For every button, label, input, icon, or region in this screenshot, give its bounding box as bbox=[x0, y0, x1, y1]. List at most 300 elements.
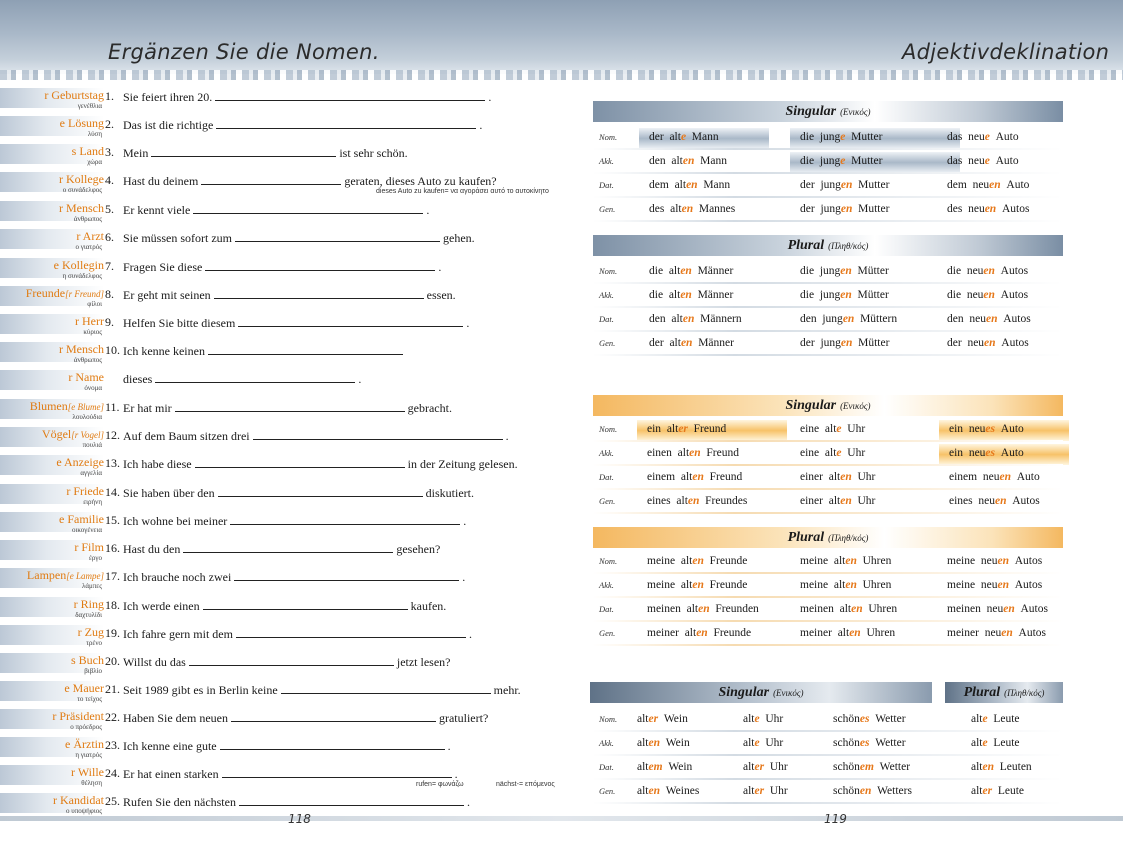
sentence-after: gebracht. bbox=[407, 401, 452, 415]
declension-cell bbox=[800, 603, 897, 615]
answer-blank[interactable] bbox=[234, 569, 459, 581]
greek-translation: δαχτυλίδι bbox=[75, 611, 102, 619]
article: den bbox=[649, 313, 666, 325]
exercise-number: 18. bbox=[105, 598, 120, 612]
exercise-sentence bbox=[123, 794, 470, 810]
article: die bbox=[649, 265, 664, 277]
article: einer bbox=[800, 471, 823, 483]
section-title-band bbox=[593, 101, 1063, 122]
noun-prompt bbox=[26, 286, 104, 301]
noun-text: r Arzt bbox=[76, 229, 104, 243]
article: ein bbox=[949, 447, 964, 459]
article: meiner bbox=[647, 627, 679, 639]
answer-blank[interactable] bbox=[281, 682, 491, 694]
exercise-sentence bbox=[123, 513, 466, 529]
noun-text: Freunde bbox=[25, 286, 66, 300]
greek-translation: ο υποψήφιος bbox=[66, 807, 102, 815]
noun: Müttern bbox=[860, 313, 898, 325]
row-divider bbox=[593, 488, 1063, 490]
declension-cell bbox=[647, 495, 747, 507]
exercise-sentence bbox=[123, 626, 472, 642]
noun: Mütter bbox=[858, 337, 890, 349]
noun: Uhr bbox=[847, 423, 866, 435]
adjective-stem: jung bbox=[820, 337, 841, 349]
noun: Freunde bbox=[709, 579, 748, 591]
greek-translation: χώρα bbox=[87, 158, 102, 166]
sentence-after: . bbox=[358, 372, 362, 386]
sentence-before: Sie feiert ihren 20. bbox=[123, 90, 213, 104]
declension-cell bbox=[949, 471, 1040, 483]
greek-translation: θέληση bbox=[81, 779, 102, 787]
adjective-stem: alt bbox=[637, 713, 649, 725]
adjective-stem: neu bbox=[968, 447, 986, 459]
adjective-ending: en bbox=[682, 313, 695, 325]
declension-cell bbox=[649, 203, 735, 215]
answer-blank[interactable] bbox=[151, 145, 336, 157]
sentence-before: Er hat einen starken bbox=[123, 767, 219, 781]
exercise-sentence bbox=[123, 682, 521, 698]
adjective-stem: neu bbox=[980, 555, 998, 567]
declension-cell bbox=[649, 337, 734, 349]
exercise-row bbox=[0, 114, 560, 142]
sentence-after: gratuliert? bbox=[438, 711, 489, 725]
exercise-number: 20. bbox=[105, 654, 120, 668]
row-divider bbox=[593, 644, 1063, 646]
declension-cell bbox=[800, 495, 875, 507]
article: die bbox=[649, 289, 664, 301]
sentence-after: . bbox=[505, 429, 509, 443]
sentence-before: Ich brauche noch zwei bbox=[123, 570, 232, 584]
answer-blank[interactable] bbox=[201, 173, 341, 185]
adjective-stem: alt bbox=[833, 555, 846, 567]
exercise-sentence bbox=[123, 202, 429, 218]
noun: Auto bbox=[1000, 423, 1024, 435]
declension-row bbox=[593, 334, 1063, 356]
sentence-before: Ich werde einen bbox=[123, 599, 200, 613]
case-label: Dat. bbox=[599, 472, 614, 482]
greek-translation: όνομα bbox=[84, 384, 102, 392]
answer-blank[interactable] bbox=[253, 428, 503, 440]
article: meiner bbox=[800, 627, 832, 639]
exercise-row bbox=[0, 538, 560, 566]
noun-prompt bbox=[74, 540, 104, 555]
article: einem bbox=[647, 471, 676, 483]
exercise-sentence bbox=[123, 456, 518, 472]
adjective-stem: neu bbox=[986, 603, 1004, 615]
answer-blank[interactable] bbox=[189, 654, 394, 666]
sentence-after: . bbox=[463, 514, 467, 528]
noun: Leute bbox=[993, 713, 1020, 725]
exercise-number: 23. bbox=[105, 738, 120, 752]
answer-blank[interactable] bbox=[155, 371, 355, 383]
answer-blank[interactable] bbox=[215, 89, 485, 101]
answer-blank[interactable] bbox=[193, 202, 423, 214]
article: die bbox=[800, 131, 815, 143]
answer-blank[interactable] bbox=[222, 766, 452, 778]
answer-blank[interactable] bbox=[214, 287, 424, 299]
noun: Leute bbox=[997, 785, 1025, 797]
sentence-after: . bbox=[426, 203, 430, 217]
noun-text: e Ärztin bbox=[65, 737, 104, 751]
declension-cell bbox=[649, 131, 719, 143]
exercise-number: 8. bbox=[105, 287, 114, 301]
adjective-stem: alt bbox=[833, 579, 846, 591]
left-page-heading: Ergänzen Sie die Nomen. bbox=[108, 40, 380, 64]
noun: Auto bbox=[995, 155, 1019, 167]
article: meinen bbox=[647, 603, 681, 615]
sentence-before: Mein bbox=[123, 146, 149, 160]
case-label: Nom. bbox=[599, 556, 618, 566]
adjective-ending: en bbox=[849, 627, 861, 639]
adjective-stem: neu bbox=[966, 265, 984, 277]
adjective-ending: en bbox=[648, 737, 660, 749]
noun-prompt bbox=[71, 653, 104, 668]
adjective-ending: en bbox=[840, 289, 852, 301]
adjective-ending: en bbox=[1003, 603, 1015, 615]
sentence-after: . bbox=[468, 627, 472, 641]
adjective-ending: en bbox=[842, 313, 855, 325]
article: einem bbox=[949, 471, 978, 483]
section-title-band bbox=[593, 235, 1063, 256]
adjective-ending: en bbox=[680, 265, 692, 277]
exercise-sentence bbox=[123, 710, 488, 726]
sentence-before: Fragen Sie diese bbox=[123, 260, 203, 274]
answer-blank[interactable] bbox=[208, 343, 403, 355]
exercise-sentence bbox=[123, 485, 474, 501]
sentence-before: Ich habe diese bbox=[123, 457, 192, 471]
adjective-ending: en bbox=[840, 203, 853, 215]
exercise-number: 12. bbox=[105, 428, 120, 442]
noun: Uhr bbox=[769, 761, 788, 773]
greek-translation: βιβλίο bbox=[84, 667, 102, 675]
exercise-sentence bbox=[123, 117, 482, 133]
row-divider bbox=[593, 196, 1063, 198]
noun: Männer bbox=[698, 337, 734, 349]
adjective-stem: neu bbox=[972, 179, 990, 191]
adjective-ending: e bbox=[840, 131, 846, 143]
noun: Mannes bbox=[698, 203, 736, 215]
declension-row bbox=[593, 600, 1063, 622]
adjective-stem: alt bbox=[670, 203, 682, 215]
noun-prompt bbox=[68, 370, 104, 385]
case-label: Dat. bbox=[599, 314, 614, 324]
adjective-stem: jung bbox=[820, 203, 841, 215]
declension-cell bbox=[647, 555, 747, 567]
noun-prompt bbox=[65, 737, 104, 752]
adjective-stem: jung bbox=[819, 155, 841, 167]
adjective-stem: alt bbox=[743, 785, 755, 797]
sentence-after: gesehen? bbox=[396, 542, 441, 556]
row-divider bbox=[593, 620, 1063, 622]
noun: Wetters bbox=[877, 785, 912, 797]
noun: Freunden bbox=[715, 603, 759, 615]
adjective-stem: alt bbox=[837, 627, 850, 639]
adjective-stem: neu bbox=[968, 131, 985, 143]
noun-prompt bbox=[75, 314, 104, 329]
adjective-ending: en bbox=[997, 579, 1009, 591]
declension-row bbox=[593, 710, 1063, 732]
declension-cell bbox=[649, 155, 727, 167]
noun-prompt bbox=[52, 709, 104, 724]
sentence-after: kaufen. bbox=[410, 599, 447, 613]
adjective-ending: e bbox=[984, 131, 990, 143]
answer-blank[interactable] bbox=[239, 794, 464, 806]
adjective-ending: en bbox=[982, 761, 994, 773]
greek-translation: το τείχος bbox=[77, 695, 102, 703]
answer-blank[interactable] bbox=[205, 259, 435, 271]
sentence-after: diskutiert. bbox=[425, 486, 474, 500]
sentence-after: geraten, dieses Auto zu kaufen? bbox=[344, 174, 497, 188]
declension-cell bbox=[647, 423, 726, 435]
noun: Uhren bbox=[866, 627, 896, 639]
case-label: Akk. bbox=[599, 290, 614, 300]
adjective-ending: en bbox=[845, 579, 857, 591]
noun-prompt bbox=[59, 172, 104, 187]
answer-blank[interactable] bbox=[218, 485, 423, 497]
declension-cell bbox=[637, 761, 692, 773]
answer-blank[interactable] bbox=[203, 598, 408, 610]
greek-translation: ειρήνη bbox=[83, 498, 102, 506]
noun-hint: [r Vogel] bbox=[71, 430, 104, 440]
declension-cell bbox=[947, 337, 1029, 349]
noun: Wein bbox=[665, 737, 690, 749]
exercise-sentence bbox=[123, 541, 440, 557]
exercise-number: 9. bbox=[105, 315, 114, 329]
noun-text: r Ring bbox=[73, 597, 104, 611]
answer-blank[interactable] bbox=[238, 315, 463, 327]
adjective-ending: en bbox=[999, 471, 1011, 483]
adjective-ending: en bbox=[997, 555, 1009, 567]
answer-blank[interactable] bbox=[183, 541, 393, 553]
noun-text: r Kollege bbox=[59, 172, 104, 186]
article: der bbox=[649, 337, 664, 349]
article: eine bbox=[800, 447, 820, 459]
declension-cell bbox=[833, 785, 912, 797]
exercise-row bbox=[0, 453, 560, 481]
section-title: Singular bbox=[785, 398, 837, 413]
row-divider bbox=[593, 730, 1063, 732]
sentence-after: . bbox=[488, 90, 492, 104]
declension-cell bbox=[800, 289, 889, 301]
section-title-band bbox=[593, 527, 1063, 548]
noun-prompt bbox=[59, 201, 104, 216]
noun: Uhren bbox=[868, 603, 898, 615]
sentence-before: Er geht mit seinen bbox=[123, 288, 211, 302]
adjective-stem: jung bbox=[819, 265, 841, 277]
answer-blank[interactable] bbox=[230, 513, 460, 525]
sentence-before: Willst du das bbox=[123, 655, 186, 669]
adjective-stem: jung bbox=[819, 131, 841, 143]
adjective-ending: en bbox=[983, 289, 995, 301]
article: eines bbox=[647, 495, 671, 507]
noun: Uhren bbox=[862, 579, 892, 591]
adjective-stem: jung bbox=[822, 313, 843, 325]
adjective-stem: alt bbox=[637, 737, 649, 749]
sentence-before: Sie haben über den bbox=[123, 486, 215, 500]
sentence-before: dieses bbox=[123, 372, 153, 386]
greek-translation: η γιατρός bbox=[75, 751, 102, 759]
noun-text: e Anzeige bbox=[56, 455, 104, 469]
exercise-number: 4. bbox=[105, 173, 114, 187]
sentence-before: Sie müssen sofort zum bbox=[123, 231, 232, 245]
section-title: Plural bbox=[787, 238, 825, 253]
adjective-stem: alt bbox=[668, 265, 681, 277]
case-label: Nom. bbox=[599, 132, 618, 142]
noun: Freundes bbox=[705, 495, 748, 507]
sentence-after: jetzt lesen? bbox=[396, 655, 451, 669]
greek-translation: ο πρόεδρος bbox=[70, 723, 102, 731]
adjective-ending: e bbox=[836, 447, 842, 459]
exercise-number: 3. bbox=[105, 145, 114, 159]
adjective-stem: alt bbox=[971, 761, 983, 773]
declension-cell bbox=[971, 761, 1032, 773]
answer-blank[interactable] bbox=[236, 626, 466, 638]
noun-text: r Zug bbox=[77, 625, 104, 639]
exercise-sentence bbox=[123, 654, 451, 670]
noun: Autos bbox=[1001, 203, 1030, 215]
article: meine bbox=[800, 579, 829, 591]
answer-blank[interactable] bbox=[216, 117, 476, 129]
declension-cell bbox=[800, 627, 895, 639]
sentence-before: Ich wohne bei meiner bbox=[123, 514, 228, 528]
adjective-stem: neu bbox=[984, 627, 1002, 639]
declension-row bbox=[593, 200, 1063, 222]
adjective-stem: alt bbox=[686, 603, 699, 615]
noun: Mütter bbox=[857, 265, 889, 277]
declension-cell bbox=[800, 203, 889, 215]
adjective-ending: em bbox=[859, 761, 874, 773]
noun-text: s Buch bbox=[71, 653, 104, 667]
adjective-stem: schön bbox=[833, 713, 860, 725]
exercise-row bbox=[0, 763, 560, 791]
page-number-right: 119 bbox=[824, 812, 847, 826]
exercise-number: 15. bbox=[105, 513, 120, 527]
row-divider bbox=[593, 778, 1063, 780]
exercise-sentence bbox=[123, 371, 361, 387]
adjective-ending: en bbox=[680, 289, 692, 301]
noun-prompt bbox=[53, 793, 104, 808]
adjective-ending: e bbox=[836, 423, 842, 435]
article: dem bbox=[649, 179, 669, 191]
noun: Männern bbox=[700, 313, 742, 325]
adjective-ending: en bbox=[983, 265, 995, 277]
article: das bbox=[947, 155, 963, 167]
article: die bbox=[800, 155, 815, 167]
greek-translation: αγγελία bbox=[80, 469, 102, 477]
adjective-ending: en bbox=[995, 495, 1007, 507]
noun: Autos bbox=[1000, 265, 1029, 277]
declension-cell bbox=[971, 737, 1020, 749]
adjective-stem: alt bbox=[824, 447, 837, 459]
adjective-ending: en bbox=[680, 337, 693, 349]
sentence-before: Haben Sie dem neuen bbox=[123, 711, 228, 725]
noun: Uhren bbox=[862, 555, 892, 567]
declension-cell bbox=[947, 265, 1028, 277]
sentence-after: gehen. bbox=[443, 231, 475, 245]
sentence-after: . bbox=[447, 739, 451, 753]
adjective-stem: neu bbox=[968, 203, 985, 215]
adjective-stem: alt bbox=[971, 737, 983, 749]
exercise-row bbox=[0, 510, 560, 538]
adjective-ending: en bbox=[840, 179, 853, 191]
greek-translation: η συνάδελφος bbox=[62, 272, 102, 280]
noun-prompt bbox=[44, 88, 104, 103]
answer-blank[interactable] bbox=[220, 738, 445, 750]
declension-cell bbox=[800, 555, 891, 567]
exercise-row bbox=[0, 397, 560, 425]
exercise-row bbox=[0, 482, 560, 510]
greek-translation: λουλούδια bbox=[72, 413, 102, 421]
noun-prompt bbox=[59, 512, 104, 527]
article: meine bbox=[647, 579, 676, 591]
adjective-ending: e bbox=[982, 713, 988, 725]
article: den bbox=[649, 155, 666, 167]
sentence-before: Hast du den bbox=[123, 542, 181, 556]
section-title: Singular bbox=[785, 104, 837, 119]
article: meine bbox=[800, 555, 829, 567]
exercise-number: 7. bbox=[105, 259, 114, 273]
section-title-greek: (Ενικός) bbox=[840, 107, 871, 117]
article: den bbox=[947, 313, 964, 325]
noun-text: e Kollegin bbox=[53, 258, 104, 272]
noun: Freunde bbox=[713, 627, 752, 639]
noun: Männer bbox=[697, 265, 734, 277]
declension-row bbox=[593, 492, 1063, 514]
declension-row bbox=[593, 176, 1063, 198]
section-title-greek: (Πληθ/κός) bbox=[828, 241, 869, 251]
exercise-row bbox=[0, 679, 560, 707]
greek-translation: λάμπες bbox=[81, 582, 102, 590]
answer-blank[interactable] bbox=[175, 400, 405, 412]
declension-cell bbox=[800, 579, 891, 591]
declension-cell bbox=[947, 131, 1019, 143]
answer-blank[interactable] bbox=[195, 456, 405, 468]
noun-text: r Mensch bbox=[59, 342, 104, 356]
adjective-ending: e bbox=[680, 131, 687, 143]
noun-text: Vögel bbox=[41, 427, 72, 441]
adjective-ending: en bbox=[698, 603, 710, 615]
row-divider bbox=[593, 754, 1063, 756]
answer-blank[interactable] bbox=[231, 710, 436, 722]
answer-blank[interactable] bbox=[235, 230, 440, 242]
sentence-before: Das ist die richtige bbox=[123, 118, 214, 132]
noun-prompt bbox=[56, 455, 104, 470]
noun: Leute bbox=[993, 737, 1020, 749]
exercise-row bbox=[0, 284, 560, 312]
sentence-before: Er kennt viele bbox=[123, 203, 191, 217]
case-label: Gen. bbox=[599, 628, 616, 638]
greek-translation: φίλοι bbox=[87, 300, 102, 308]
declension-cell bbox=[743, 737, 783, 749]
exercise-sentence bbox=[123, 89, 491, 105]
exercise-row bbox=[0, 735, 560, 763]
article: der bbox=[800, 337, 815, 349]
noun: Autos bbox=[1014, 555, 1043, 567]
exercise-row bbox=[0, 256, 560, 284]
section-title-band bbox=[593, 395, 1063, 416]
declension-cell bbox=[647, 627, 751, 639]
adjective-stem: neu bbox=[968, 423, 986, 435]
noun: Auto bbox=[1000, 447, 1024, 459]
section-title-band bbox=[590, 682, 932, 703]
article: des bbox=[649, 203, 665, 215]
section-title-greek: (Πληθ/κός) bbox=[1004, 688, 1045, 698]
noun-text: e Mauer bbox=[64, 681, 104, 695]
noun: Autos bbox=[1001, 337, 1029, 349]
adjective-stem: neu bbox=[966, 289, 984, 301]
noun: Freund bbox=[706, 447, 739, 459]
section-title-greek: (Ενικός) bbox=[840, 401, 871, 411]
